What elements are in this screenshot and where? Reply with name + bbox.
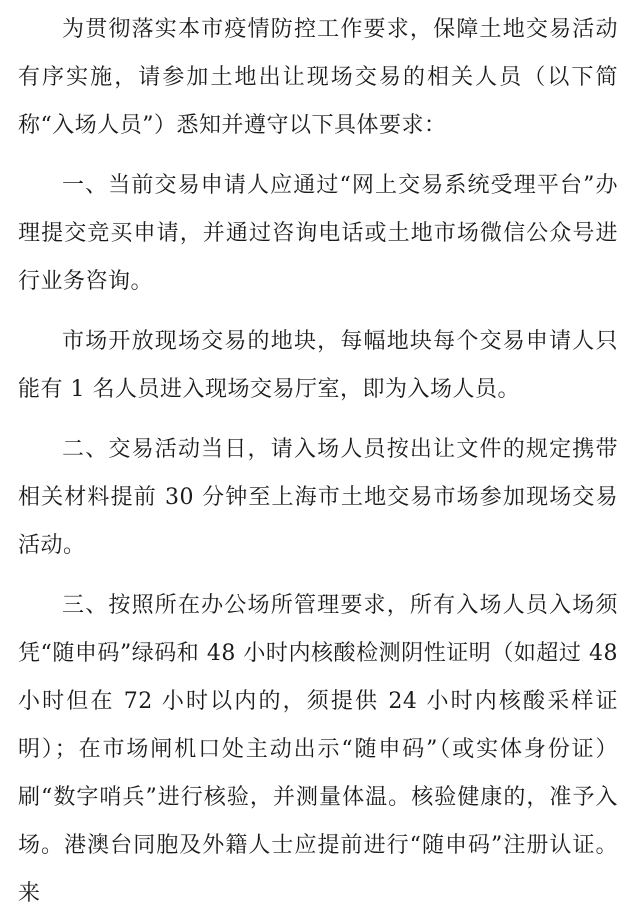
- paragraph-item-1: 一、当前交易申请人应通过“网上交易系统受理平台”办理提交竞买申请，并通过咨询电话或土地市场微信公众号进行业务咨询。: [18, 173, 618, 294]
- document-body: [18, 6, 618, 918]
- paragraph-intro: 为贯彻落实本市疫情防控工作要求，保障土地交易活动有序实施，请参加土地出让现场交易的相关人员（以下简称“入场人员”）悉知并遵守以下具体要求：: [18, 17, 618, 138]
- paragraph-item-3: 三、按照所在办公场所管理要求，所有入场人员入场须凭“随申码”绿码和 48 小时内核酸检测阴性证明（如超过 48 小时但在 72 小时以内的，须提供 24 小时内核酸采样证明）；在市场闸机口处主动出示“随申码”（或实体身份证）刷“数字哨兵”进行核验，并测量体温。核验健康的，准予入场。港澳台同胞及外籍人士应提前进行“随申码”注册认证。来: [18, 593, 618, 906]
- paragraph-item-2: 二、交易活动当日，请入场人员按出让文件的规定携带相关材料提前 30 分钟至上海市土地交易市场参加现场交易活动。: [18, 437, 618, 558]
- paragraph-item-1-note: 市场开放现场交易的地块，每幅地块每个交易申请人只能有 1 名人员进入现场交易厅室，即为入场人员。: [18, 329, 618, 402]
